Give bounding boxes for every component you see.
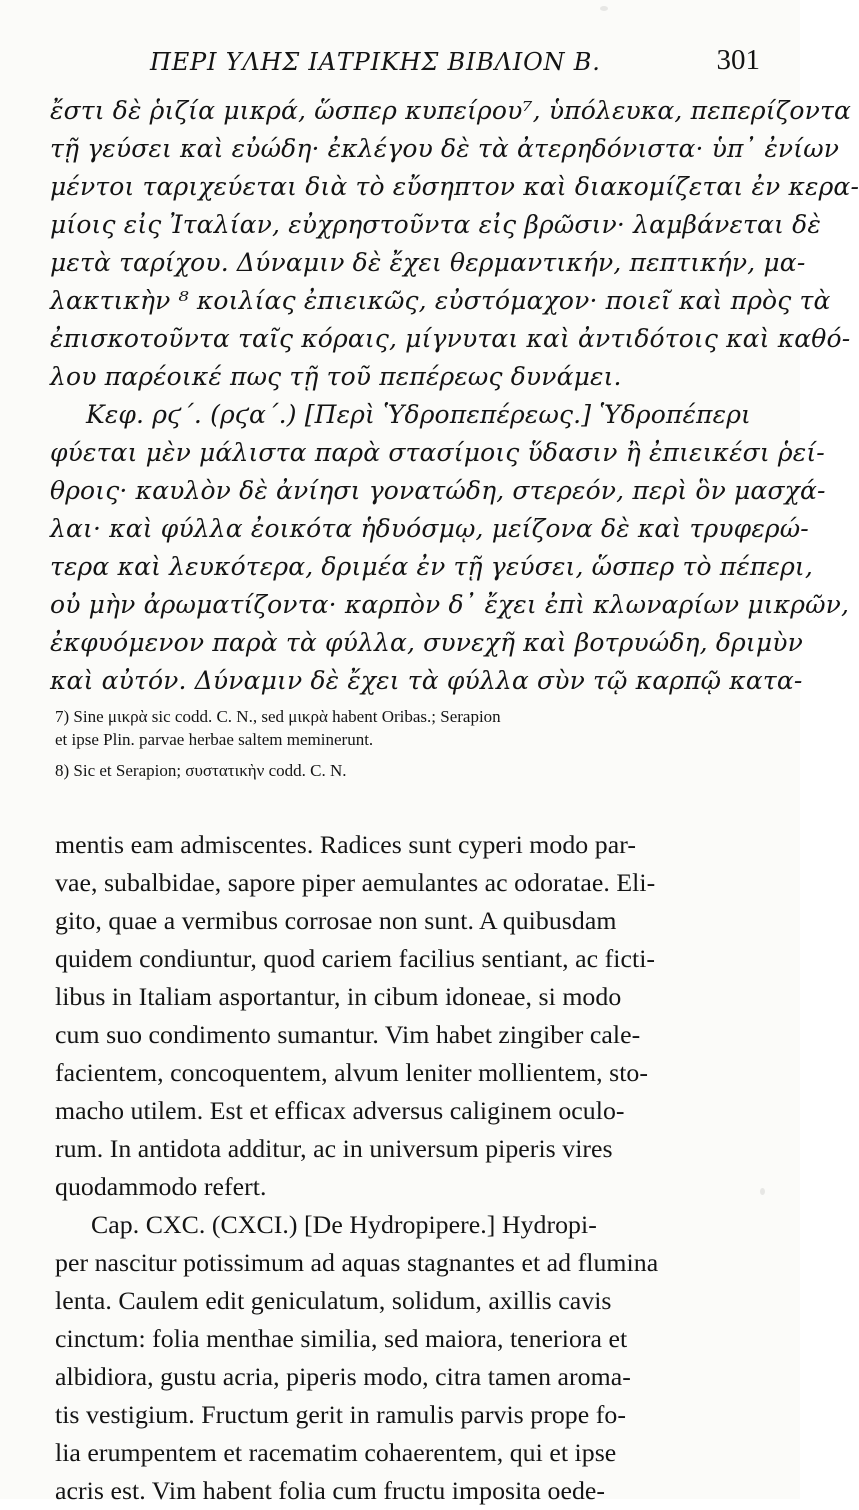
latin-line: acris est. Vim habent folia cum fructu imposita oede- [55, 1476, 606, 1505]
greek-line: φύεται μὲν μάλιστα παρὰ στασίμοις ὕδασιν ἢ ἐπιεικέσι ῥεί- [50, 438, 825, 467]
greek-line: τῇ γεύσει καὶ εὐώδη· ἐκλέγου δὲ τὰ ἀτερηδόνιστα· ὑπ᾽ ἐνίων [50, 134, 840, 163]
footnote-8: 8) Sic et Serapion; συστατικὴν codd. C. N. [55, 761, 347, 780]
latin-line: mentis eam admiscentes. Radices sunt cyperi modo par- [55, 830, 636, 859]
greek-line: λαι· καὶ φύλλα ἐοικότα ἡδυόσμῳ, μείζονα δὲ καὶ τρυφερώ- [50, 514, 809, 543]
running-head: ΠΕΡΙ ΥΛΗΣ ΙΑΤΡΙΚΗΣ ΒΙΒΛΙΟΝ Β. [150, 48, 601, 76]
latin-chapter-heading-line: Cap. CXC. (CXCI.) [De Hydropipere.] Hydropi- [91, 1210, 597, 1239]
page-number: 301 [716, 44, 760, 76]
latin-line: cum suo condimento sumantur. Vim habet zingiber cale- [55, 1020, 641, 1049]
footnote-7: 7) Sine μικρὰ sic codd. C. N., sed μικρὰ habent Oribas.; Serapion [55, 707, 501, 726]
latin-line: macho utilem. Est et efficax adversus caliginem oculo- [55, 1096, 625, 1125]
footnote-7-continued: et ipse Plin. parvae herbae saltem meminerunt. [55, 730, 374, 749]
latin-line: libus in Italiam asportantur, in cibum idoneae, si modo [55, 982, 622, 1011]
latin-line: vae, subalbidae, sapore piper aemulantes ac odoratae. Eli- [55, 868, 656, 897]
latin-line: quodammodo refert. [55, 1172, 267, 1201]
greek-line: μίοις εἰς Ἰταλίαν, εὐχρηστοῦντα εἰς βρῶσιν· λαμβάνεται δὲ [50, 210, 821, 239]
page-spot [760, 1188, 765, 1195]
latin-line: per nascitur potissimum ad aquas stagnantes et ad flumina [55, 1248, 659, 1277]
latin-line: lenta. Caulem edit geniculatum, solidum, axillis cavis [55, 1286, 612, 1315]
latin-line: lia erumpentem et racematim cohaerentem, qui et ipse [55, 1438, 617, 1467]
greek-line: θροις· καυλὸν δὲ ἀνίησι γονατώδη, στερεόν, περὶ ὃν μασχά- [50, 476, 826, 505]
footnotes [55, 705, 765, 782]
greek-chapter-heading-line: Κεφ. ρϛ΄. (ρϛα΄.) [Περὶ Ὑδροπεπέρεως.] Ὑδροπέπερι [86, 400, 751, 429]
latin-line: cinctum: folia menthae similia, sed maiora, teneriora et [55, 1324, 628, 1353]
greek-line: ἐκφυόμενον παρὰ τὰ φύλλα, συνεχῆ καὶ βοτρυώδη, δριμὺν [50, 628, 803, 657]
greek-line: λακτικὴν ⁸ κοιλίας ἐπιεικῶς, εὐστόμαχον· ποιεῖ καὶ πρὸς τὰ [50, 286, 831, 315]
greek-line: καὶ αὐτόν. Δύναμιν δὲ ἔχει τὰ φύλλα σὺν τῷ καρπῷ κατα- [50, 666, 803, 695]
latin-line: rum. In antidota additur, ac in universum piperis vires [55, 1134, 613, 1163]
latin-line: gito, quae a vermibus corrosae non sunt. A quibusdam [55, 906, 617, 935]
greek-line: μετὰ ταρίχου. Δύναμιν δὲ ἔχει θερμαντικήν, πεπτικήν, μα- [50, 248, 806, 277]
greek-line: μέντοι ταριχεύεται διὰ τὸ εὔσηπτον καὶ διακομίζεται ἐν κερα- [50, 172, 859, 201]
latin-line: quidem condiuntur, quod cariem facilius sentiant, ac ficti- [55, 944, 656, 973]
page-header [150, 44, 760, 80]
greek-text-block [50, 92, 859, 700]
latin-line: albidiora, gustu acria, piperis modo, citra tamen aroma- [55, 1362, 631, 1391]
page-spot [600, 6, 608, 11]
greek-line: λου παρέοικέ πως τῇ τοῦ πεπέρεως δυνάμει. [50, 362, 622, 391]
latin-line: tis vestigium. Fructum gerit in ramulis parvis prope fo- [55, 1400, 626, 1429]
greek-line: οὐ μὴν ἀρωματίζοντα· καρπὸν δ᾽ ἔχει ἐπὶ κλωναρίων μικρῶν, [50, 590, 850, 619]
greek-line: ἐπισκοτοῦντα ταῖς κόραις, μίγνυται καὶ ἀντιδότοις καὶ καθό- [50, 324, 851, 353]
latin-line: facientem, concoquentem, alvum leniter mollientem, sto- [55, 1058, 649, 1087]
footnote-spacing [55, 751, 765, 759]
greek-line: τερα καὶ λευκότερα, δριμέα ἐν τῇ γεύσει, ὥσπερ τὸ πέπερι, [50, 552, 813, 581]
greek-line: ἔστι δὲ ῥιζία μικρά, ὥσπερ κυπείρου⁷, ὑπόλευκα, πεπερίζοντα [50, 96, 851, 125]
latin-text-block [55, 826, 765, 1510]
